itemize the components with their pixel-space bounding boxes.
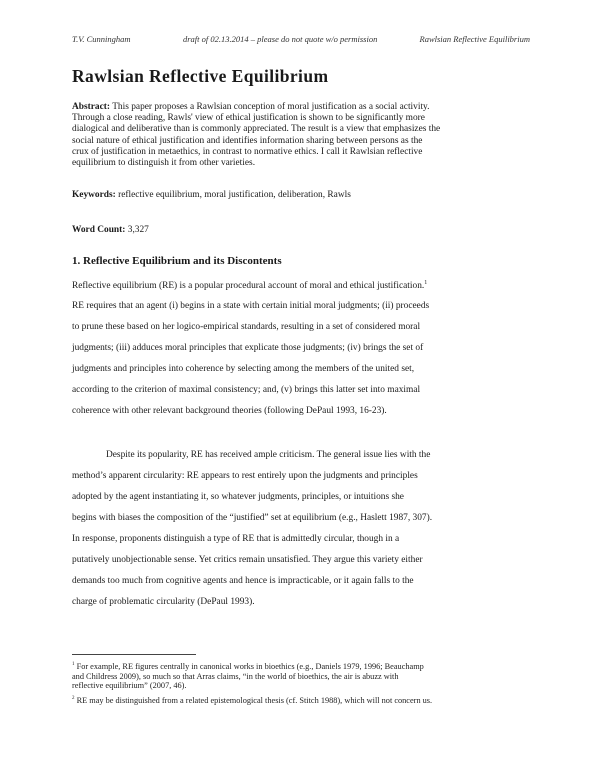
footnote-line: $^2$ RE may be distinguished from a related epistemological thesis (cf. Stitch 1988), which will not concern us.	[72, 695, 433, 705]
paper-title: Rawlsian Reflective Equilibrium	[72, 66, 329, 86]
paragraph-2-line: Despite its popularity, RE has received ample criticism. The general issue lies with the	[106, 450, 431, 460]
footnote-line: and Childress 2009), so much so that Arras claims, “in the world of bioethics, the air is abuzz with	[72, 671, 399, 681]
footnote-marker: 1	[72, 662, 75, 667]
paragraph-1-line: judgments and principles into coherence by selecting among the members of the united set,	[72, 364, 415, 374]
footnote-divider	[72, 654, 196, 655]
footnote-ref-1[interactable]: 1	[424, 280, 428, 286]
header-draft-note: draft of 02.13.2014 – please do not quote w/o permission	[183, 34, 378, 44]
word-count-value: 3,327	[127, 225, 149, 235]
abstract-line-2: Through a close reading, Rawls' view of ethical justification is shown to be significantly more	[72, 113, 425, 124]
paragraph-2-line: demands too much from cognitive agents and hence is impracticable, or it again falls to the	[72, 576, 414, 586]
word-count	[72, 225, 149, 235]
abstract-line-6: equilibrium to distinguish it from other varieties.	[72, 158, 256, 169]
header-author: T.V. Cunningham	[72, 34, 131, 44]
keywords-text: reflective equilibrium, moral justification, deliberation, Rawls	[118, 190, 351, 200]
abstract-line-4: social nature of ethical justification and identifies information sharing between persons as the	[72, 135, 423, 146]
footnote-line: reflective equilibrium” (2007, 46).	[72, 681, 187, 691]
footnote-2	[72, 694, 532, 706]
paragraph-1-line: RE requires that an agent (i) begins in a state with certain initial moral judgments; (ii) proceeds	[72, 301, 430, 311]
abstract-line-5: crux of justification in metaethics, in contrast to normative ethics. I call it Rawlsian reflective	[72, 146, 423, 157]
abstract-line-1: Abstract: This paper proposes a Rawlsian conception of moral justification as a social activity.	[72, 102, 430, 112]
paragraph-2-line: method’s apparent circularity: RE appears to rest entirely upon the judgments and principles	[72, 471, 418, 481]
footnote-line: $^1$ For example, RE figures centrally in canonical works in bioethics (e.g., Daniels 1979, 1996; Beauchamp	[72, 661, 424, 671]
section-heading: 1. Reflective Equilibrium and its Discontents	[72, 255, 282, 267]
paragraph-1-line: to prune these based on her logico-empirical standards, resulting in a set of considered moral	[72, 322, 421, 332]
paragraph-2-line: adopted by the agent instantiating it, so whatever judgments, principles, or intuitions she	[72, 492, 404, 502]
paragraph-2-line: putatively unobjectionable sense. Yet critics remain unsatisfied. They argue this variety either	[72, 555, 423, 565]
paragraph-1-line: Reflective equilibrium (RE) is a popular procedural account of moral and ethical justification.$^1$	[72, 280, 428, 292]
abstract-line-3: dialogical and deliberative than is commonly appreciated. The result is a view that emphasizes the	[72, 124, 441, 135]
paragraph-1-line: judgments; (iii) adduces moral principles that explicate those judgments; (iv) brings the set of	[72, 343, 424, 353]
word-count-label: Word Count:	[72, 225, 126, 235]
abstract-label: Abstract:	[72, 102, 111, 112]
running-header	[72, 34, 530, 48]
header-running-title: Rawlsian Reflective Equilibrium	[419, 34, 530, 44]
paragraph-2-line: In response, proponents distinguish a type of RE that is admittedly circular, though in a	[72, 534, 400, 544]
footnote-marker: 2	[72, 696, 75, 701]
paragraph-2-line: charge of problematic circularity (DePaul 1993).	[72, 597, 255, 607]
abstract	[72, 102, 531, 169]
keywords-label: Keywords:	[72, 190, 116, 200]
paragraph-1-line: according to the criterion of maximal consistency; and, (v) brings this latter set into maximal	[72, 385, 421, 395]
footnote-1	[72, 660, 532, 691]
paragraph-1-line: coherence with other relevant background theories (following DePaul 1993, 16-23).	[72, 406, 387, 416]
paragraph-2-line: begins with biases the composition of the “justified” set at equilibrium (e.g., Haslett 1987, 307).	[72, 513, 433, 523]
keywords	[72, 190, 351, 200]
